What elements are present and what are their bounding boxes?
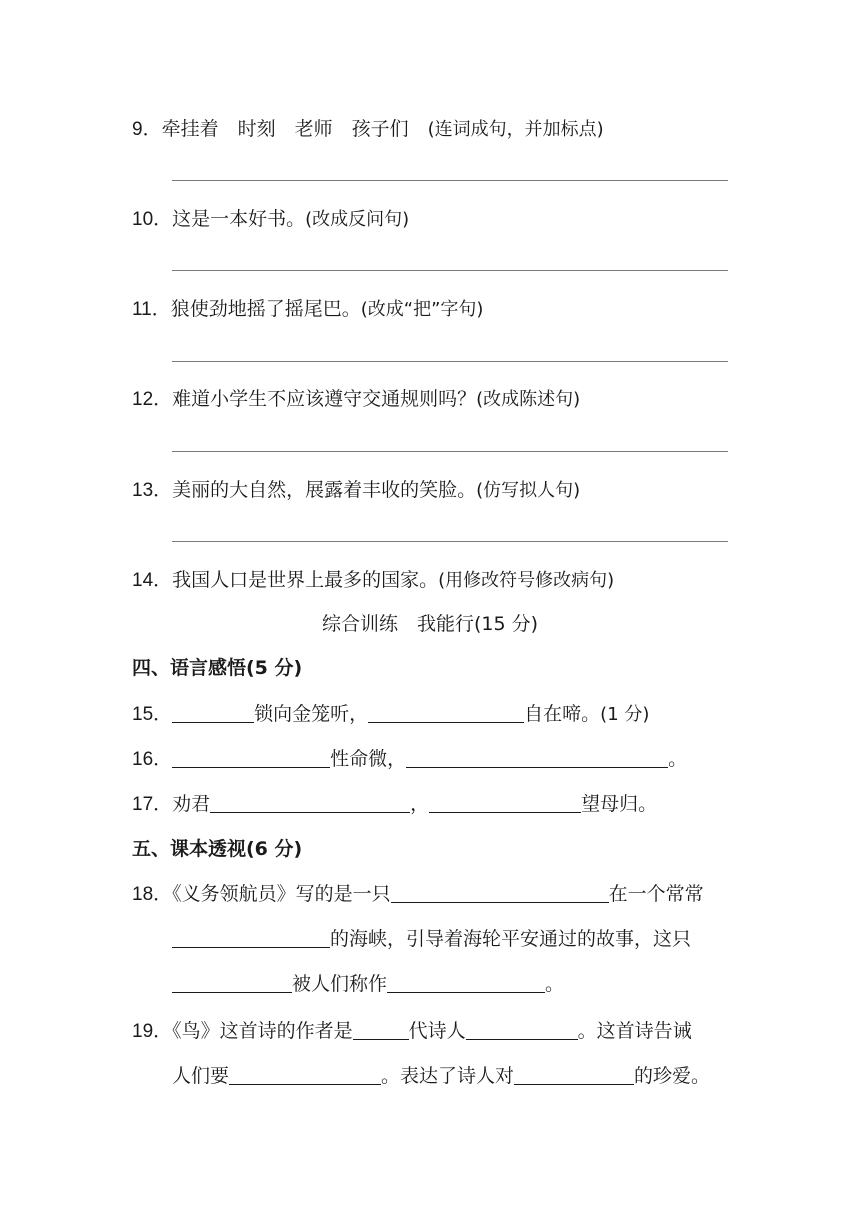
question-text: 的海峡，引导着海轮平安通过的故事，这只	[330, 928, 692, 950]
question-18	[132, 881, 704, 908]
answer-line[interactable]	[172, 361, 728, 362]
question-19	[132, 1018, 692, 1045]
fill-blank[interactable]	[387, 972, 545, 993]
fill-blank[interactable]	[391, 882, 609, 903]
section-heading-5: 五、课本透视(6 分)	[132, 838, 303, 860]
question-16	[132, 746, 687, 773]
question-18-cont	[172, 926, 691, 952]
question-10	[132, 206, 409, 233]
question-hint: (仿写拟人句)	[476, 480, 581, 501]
question-15	[132, 701, 649, 728]
question-text: 被人们称作	[292, 973, 388, 995]
fill-blank[interactable]	[514, 1064, 634, 1085]
question-text: 牵挂着 时刻 老师 孩子们	[161, 118, 428, 140]
question-number: 17．	[132, 794, 173, 815]
question-text: 望母归。	[581, 793, 658, 815]
question-text: 人们要	[172, 1065, 230, 1087]
question-text: 《鸟》这首诗的作者是	[172, 1020, 353, 1042]
fill-blank[interactable]	[172, 747, 330, 768]
fill-blank[interactable]	[210, 792, 410, 813]
answer-line[interactable]	[172, 270, 728, 271]
question-18-cont	[172, 971, 564, 997]
question-text: 狼使劲地摇了摇尾巴。	[170, 298, 361, 320]
fill-blank[interactable]	[229, 1064, 381, 1085]
question-hint: (用修改符号修改病句)	[438, 570, 615, 591]
question-number: 10．	[132, 209, 173, 230]
question-hint: (连词成句，并加标点)	[427, 119, 604, 140]
fill-blank[interactable]	[353, 1019, 409, 1040]
question-text: 的珍爱。	[634, 1065, 711, 1087]
answer-line[interactable]	[172, 541, 728, 542]
question-number: 11．	[132, 299, 171, 320]
question-19-cont	[172, 1063, 710, 1089]
question-number: 13．	[132, 480, 173, 501]
fill-blank[interactable]	[368, 702, 524, 723]
question-text: 美丽的大自然，展露着丰收的笑脸。	[172, 479, 477, 501]
question-number: 18．	[132, 884, 173, 905]
question-11	[132, 296, 483, 323]
fill-blank[interactable]	[172, 702, 254, 723]
question-text: 这是一本好书。	[172, 208, 306, 230]
section-heading-4: 四、语言感悟(5 分)	[132, 657, 303, 679]
question-14	[132, 567, 614, 594]
question-number: 14．	[132, 570, 173, 591]
question-text: 。表达了诗人对	[381, 1065, 515, 1087]
question-number: 12．	[132, 389, 173, 410]
question-text: 《义务领航员》写的是一只	[172, 883, 391, 905]
question-text: 代诗人	[408, 1020, 466, 1042]
question-17	[132, 791, 657, 818]
question-12	[132, 386, 580, 413]
question-number: 15．	[132, 704, 173, 725]
question-hint: (改成反问句)	[305, 209, 410, 230]
fill-blank[interactable]	[406, 747, 668, 768]
question-text: 在一个常常	[608, 883, 704, 905]
question-text: 性命微，	[330, 748, 407, 770]
question-text: 。	[668, 748, 688, 770]
question-text: 劝君	[172, 793, 211, 815]
question-text: 锁向金笼听，	[254, 703, 369, 725]
question-number: 19．	[132, 1021, 173, 1042]
fill-blank[interactable]	[172, 927, 330, 948]
question-number: 9．	[132, 119, 162, 140]
question-text: ，	[410, 793, 430, 815]
fill-blank[interactable]	[429, 792, 581, 813]
question-text: 自在啼。	[524, 703, 601, 725]
question-text: 我国人口是世界上最多的国家。	[172, 569, 439, 591]
question-text: 。	[545, 973, 565, 995]
question-text: 。这首诗告诫	[577, 1020, 692, 1042]
answer-line[interactable]	[172, 451, 728, 452]
fill-blank[interactable]	[172, 972, 292, 993]
score-note: (1 分)	[600, 704, 650, 725]
question-text: 难道小学生不应该遵守交通规则吗？	[172, 388, 477, 410]
question-hint: (改成陈述句)	[476, 389, 581, 410]
fill-blank[interactable]	[466, 1019, 578, 1040]
question-hint: (改成“把”字句)	[360, 299, 484, 320]
question-13	[132, 477, 580, 504]
answer-line[interactable]	[172, 180, 728, 181]
question-number: 16．	[132, 749, 173, 770]
section-title: 综合训练 我能行(15 分)	[321, 613, 539, 635]
question-9	[132, 116, 604, 143]
